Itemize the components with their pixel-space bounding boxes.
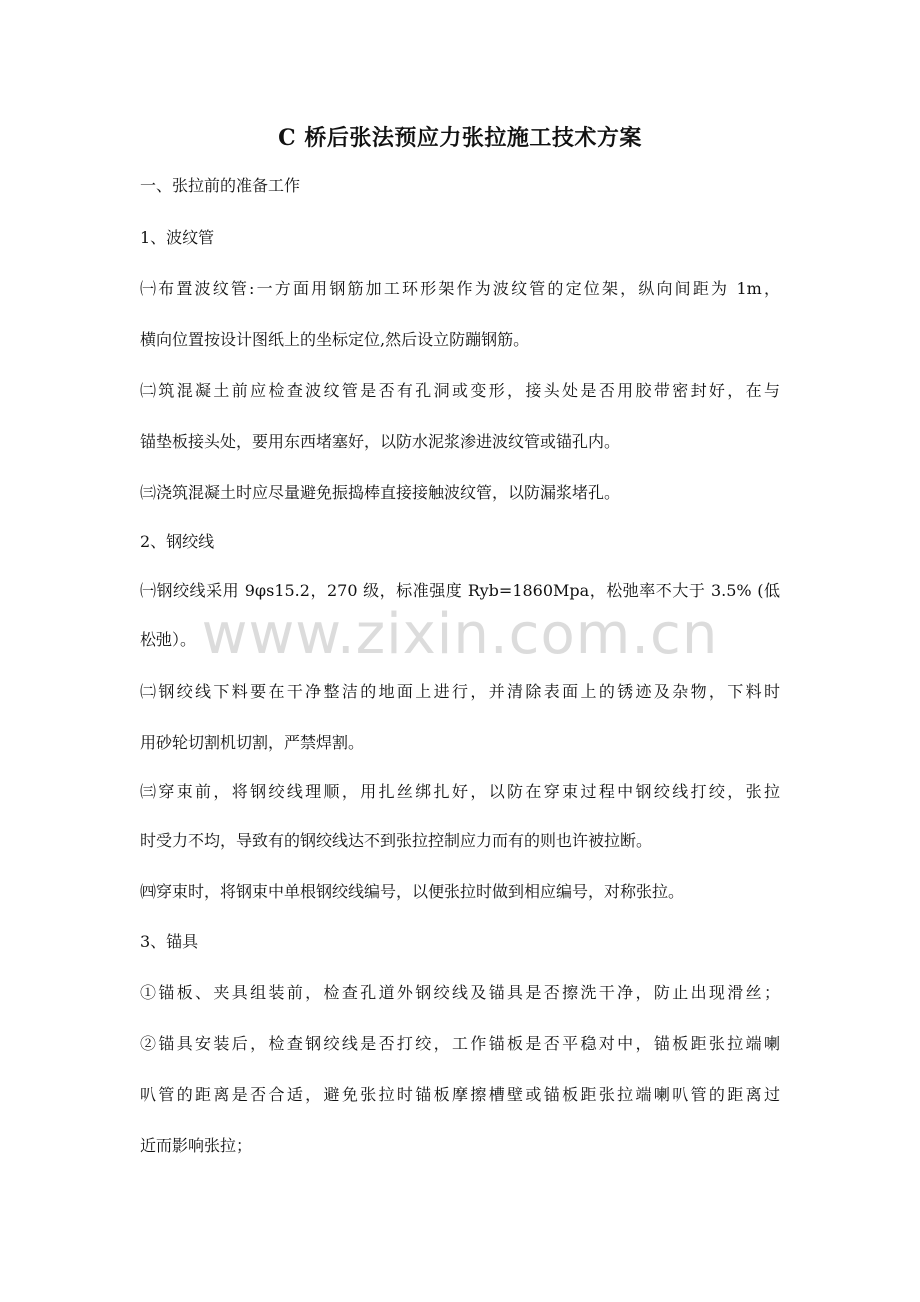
paragraph-line: 锚垫板接头处，要用东西堵塞好，以防水泥浆渗进波纹管或锚孔内。 [140,432,621,451]
paragraph-line: ②锚具安装后，检查钢绞线是否打绞，工作锚板是否平稳对中，锚板距张拉端喇 [140,1034,780,1053]
paragraph-line: 时受力不均，导致有的钢绞线达不到张拉控制应力而有的则也许被拉断。 [140,831,653,850]
paragraph-line: ①锚板、夹具组装前，检查孔道外钢绞线及锚具是否擦洗干净，防止出现滑丝； [140,983,780,1002]
subsection-heading: 3、锚具 [140,932,199,951]
watermark: www.zixin.com.cn [201,602,719,667]
section-heading: 一、张拉前的准备工作 [140,176,301,195]
document-title: C 桥后张法预应力张拉施工技术方案 [278,125,642,151]
subsection-heading: 1、波纹管 [140,228,215,247]
paragraph-line: ㈡筑混凝土前应检查波纹管是否有孔洞或变形，接头处是否用胶带密封好，在与 [140,381,780,400]
subsection-heading: 2、钢绞线 [140,532,215,551]
paragraph-line: ㈠布置波纹管:一方面用钢筋加工环形架作为波纹管的定位架，纵向间距为 1m， [140,279,780,298]
paragraph-line: ㈣穿束时，将钢束中单根钢绞线编号，以便张拉时做到相应编号，对称张拉。 [140,882,685,901]
paragraph-line: ㈢浇筑混凝土时应尽量避免振捣棒直接接触波纹管，以防漏浆堵孔。 [140,483,621,502]
paragraph-line: 近而影响张拉； [140,1136,253,1155]
paragraph-line: 叭管的距离是否合适，避免张拉时锚板摩擦槽壁或锚板距张拉端喇叭管的距离过 [140,1085,780,1104]
paragraph-line: 横向位置按设计图纸上的坐标定位,然后设立防蹦钢筋。 [140,330,530,349]
paragraph-line: ㈠钢绞线采用 9φs15.2，270 级，标准强度 Ryb=1860Mpa，松弛率不大于 3.5% (低 [140,581,780,600]
paragraph-line: ㈡钢绞线下料要在干净整洁的地面上进行，并清除表面上的锈迹及杂物，下料时 [140,682,780,701]
paragraph-line: 松弛）。 [140,630,197,649]
paragraph-line: ㈢穿束前，将钢绞线理顺，用扎丝绑扎好，以防在穿束过程中钢绞线打绞，张拉 [140,782,780,801]
paragraph-line: 用砂轮切割机切割，严禁焊割。 [140,733,365,752]
